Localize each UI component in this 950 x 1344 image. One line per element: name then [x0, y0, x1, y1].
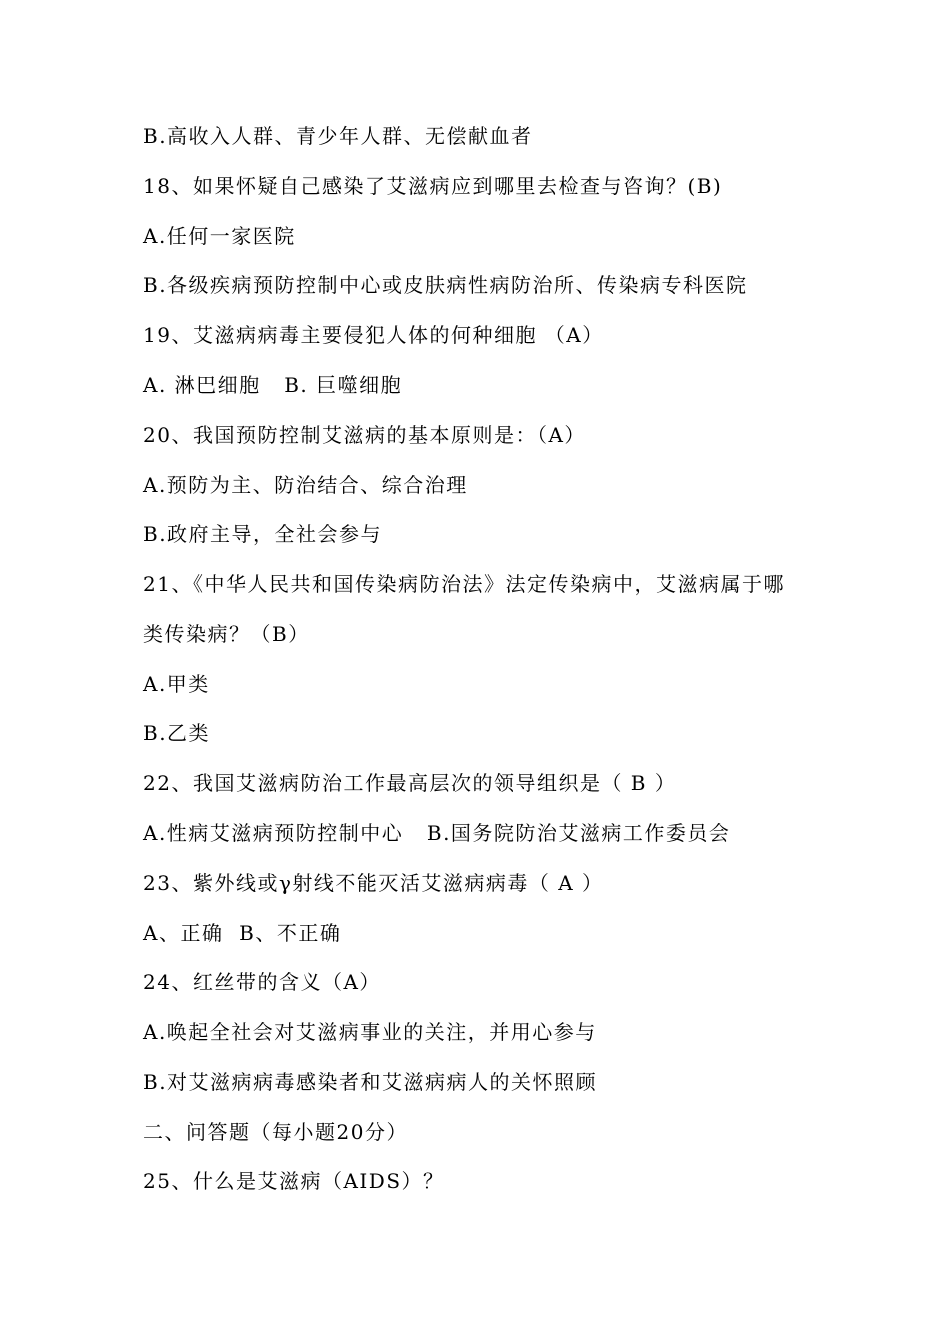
question-line-continued: 类传染病？（B） — [143, 622, 310, 646]
answer-option-line: A.性病艾滋病预防控制中心 B.国务院防治艾滋病工作委员会 — [143, 821, 731, 845]
question-line: 20、我国预防控制艾滋病的基本原则是：（A） — [143, 423, 586, 447]
answer-option-line: A.预防为主、防治结合、综合治理 — [143, 473, 468, 497]
answer-option-line: B.各级疾病预防控制中心或皮肤病性病防治所、传染病专科医院 — [143, 273, 748, 297]
section-heading: 二、问答题（每小题20分） — [143, 1120, 408, 1144]
question-line: 18、如果怀疑自己感染了艾滋病应到哪里去检查与咨询？(B) — [143, 174, 723, 198]
answer-option-line: A、正确 B、不正确 — [143, 921, 342, 945]
answer-option-line: B.高收入人群、青少年人群、无偿献血者 — [143, 124, 533, 148]
answer-option-line: A.甲类 — [143, 672, 210, 696]
question-line: 19、艾滋病病毒主要侵犯人体的何种细胞 （A） — [143, 323, 604, 347]
answer-option-line: B.乙类 — [143, 721, 211, 745]
question-line: 23、紫外线或γ射线不能灭活艾滋病病毒（ A ） — [143, 871, 604, 895]
answer-option-line: B.对艾滋病病毒感染者和艾滋病病人的关怀照顾 — [143, 1070, 598, 1094]
question-line: 21、《中华人民共和国传染病防治法》法定传染病中，艾滋病属于哪 — [143, 572, 785, 596]
question-line: 22、我国艾滋病防治工作最高层次的领导组织是（ B ） — [143, 771, 677, 795]
answer-option-line: A. 淋巴细胞 B. 巨噬细胞 — [143, 373, 403, 397]
answer-option-line: A.任何一家医院 — [143, 224, 296, 248]
answer-option-line: A.唤起全社会对艾滋病事业的关注，并用心参与 — [143, 1020, 597, 1044]
answer-option-line: B.政府主导，全社会参与 — [143, 522, 383, 546]
question-line: 24、红丝带的含义（A） — [143, 970, 381, 994]
question-line: 25、什么是艾滋病（AIDS）？ — [143, 1169, 445, 1193]
